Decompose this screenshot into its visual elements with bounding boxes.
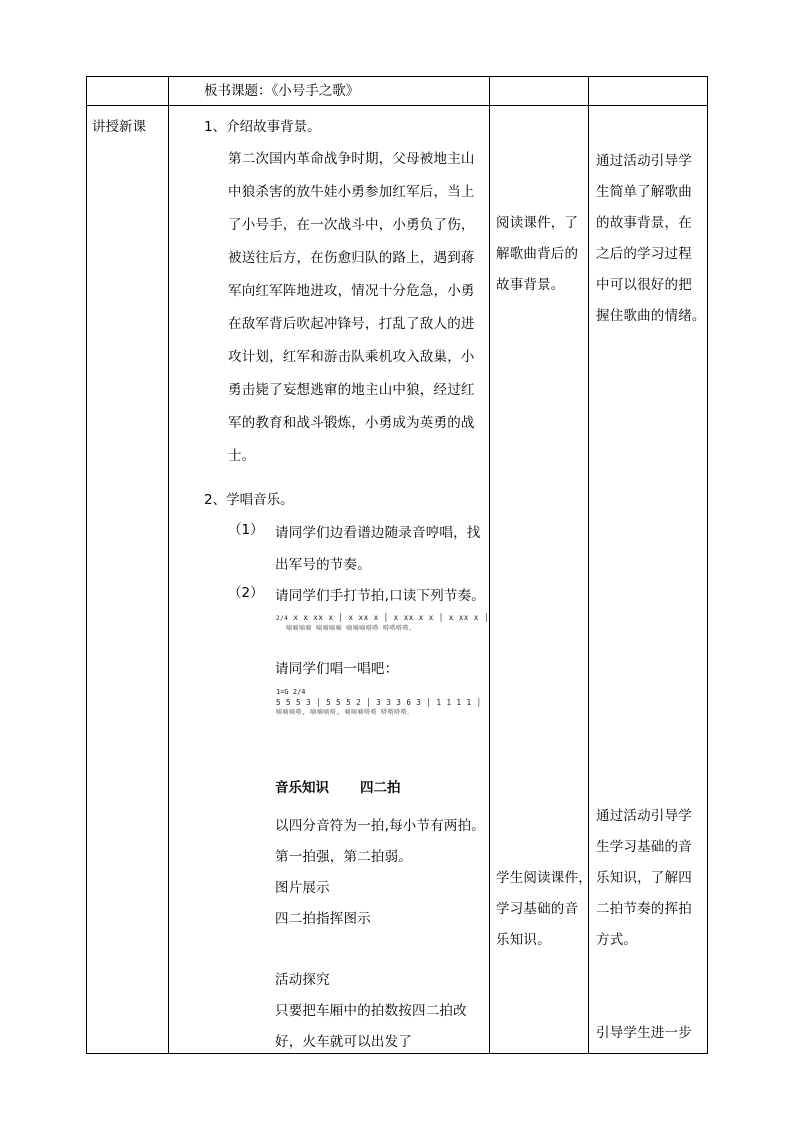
knowledge-line: 四二拍指挥图示 xyxy=(275,911,371,927)
step1-line: 请同学们边看谱边随录音哼唱，找 xyxy=(275,525,481,541)
rhythm-meter: 2/4 xyxy=(276,615,289,622)
design-intent-line: 的故事背景，在 xyxy=(596,215,692,231)
activity-title: 活动探究 xyxy=(275,972,330,988)
melody-syllables: 嘀嘀嘀嗒, 嘀嘀嘀嗒, 嘀嘀嘀嗒嗒 嗒嗒嗒嗒。 xyxy=(276,709,414,716)
sing-prompt: 请同学们唱一唱吧： xyxy=(275,661,399,677)
student-activity-line: 乐知识。 xyxy=(496,932,551,948)
board-title: 板书课题：《小号手之歌》 xyxy=(204,83,360,99)
step1-line: 出军号的节奏。 xyxy=(275,557,371,573)
table-col-divider-1 xyxy=(168,76,169,1054)
point1-heading: 1、介绍故事背景。 xyxy=(204,119,321,135)
design-intent-line: 生学习基础的音 xyxy=(596,839,692,855)
story-line: 攻计划，红军和游击队乘机攻入敌巢，小 xyxy=(228,349,475,365)
design-intent-line: 二拍节奏的挥拍 xyxy=(596,901,692,917)
music-knowledge-title: 音乐知识 xyxy=(275,780,329,796)
story-line: 在敌军背后吹起冲锋号，打乱了敌人的进 xyxy=(228,316,475,332)
student-activity-line: 故事背景。 xyxy=(496,277,565,293)
story-line: 军向红军阵地进攻，情况十分危急，小勇 xyxy=(228,283,475,299)
activity-line: 只要把车厢中的拍数按四二拍改 xyxy=(275,1003,467,1019)
table-border-left xyxy=(86,76,87,1054)
table-col-divider-2 xyxy=(489,76,490,1054)
table-border-right xyxy=(707,76,708,1054)
music-knowledge-topic: 四二拍 xyxy=(360,780,401,796)
rhythm-notation xyxy=(276,612,489,633)
student-activity-line: 学习基础的音 xyxy=(496,901,579,917)
story-line: 中狼杀害的放牛娃小勇参加红军后，当上 xyxy=(228,184,475,200)
activity-line: 好，火车就可以出发了 xyxy=(275,1034,412,1050)
design-intent-line: 握住歌曲的情绪。 xyxy=(596,308,706,324)
design-intent-line: 之后的学习过程 xyxy=(596,246,692,262)
student-activity-line: 解歌曲背后的 xyxy=(496,246,579,262)
rhythm-syllables: 嘀嘀嘀嘀 嘀嘀嘀嘀 嘀嘀嘀嗒嗒 嗒嗒嗒嗒。 xyxy=(286,625,416,632)
design-intent-line: 生简单了解歌曲 xyxy=(596,184,692,200)
story-line: 第二次国内革命战争时期，父母被地主山 xyxy=(228,151,475,167)
step1-number: （1） xyxy=(228,522,264,538)
design-intent-line: 乐知识，了解四 xyxy=(596,870,692,886)
story-line: 士。 xyxy=(228,448,256,464)
step2-number: （2） xyxy=(228,585,264,601)
story-line: 勇击毙了妄想逃窜的地主山中狼，经过红 xyxy=(228,382,475,398)
table-row-divider xyxy=(86,105,708,106)
section-label: 讲授新课 xyxy=(92,119,146,135)
design-intent-line: 通过活动引导学 xyxy=(596,153,692,169)
knowledge-line: 第一拍强，第二拍弱。 xyxy=(275,849,412,865)
melody-notation xyxy=(276,688,482,717)
design-intent-line: 中可以很好的把 xyxy=(596,277,692,293)
story-line: 被送往后方，在伤愈归队的路上，遇到蒋 xyxy=(228,250,475,266)
student-activity-line: 阅读课件，了 xyxy=(496,215,579,231)
design-intent-line: 引导学生进一步 xyxy=(596,1025,692,1041)
design-intent-line: 方式。 xyxy=(596,932,638,948)
knowledge-line: 图片展示 xyxy=(275,880,330,896)
table-col-divider-3 xyxy=(588,76,589,1054)
student-activity-line: 学生阅读课件， xyxy=(496,870,592,886)
table-border-top xyxy=(86,76,708,77)
knowledge-line: 以四分音符为一拍,每小节有两拍。 xyxy=(275,818,485,834)
design-intent-line: 通过活动引导学 xyxy=(596,808,692,824)
step2-line: 请同学们手打节拍,口读下列节奏。 xyxy=(275,588,485,604)
story-line: 了小号手，在一次战斗中，小勇负了伤， xyxy=(228,217,475,233)
melody-key: 1=G 2/4 xyxy=(276,688,306,696)
rhythm-notes: x x xx x │ x xx x │ x xx x x │ x xx x │ xyxy=(293,613,489,622)
table-border-bottom xyxy=(86,1053,708,1054)
story-line: 军的教育和战斗锻炼，小勇成为英勇的战 xyxy=(228,415,475,431)
point2-heading: 2、学唱音乐。 xyxy=(204,492,294,508)
melody-notes: 5 5 5 3 │ 5 5 5 2 │ 3 3 3 6 3 │ 1 1 1 1 │ xyxy=(276,698,482,707)
